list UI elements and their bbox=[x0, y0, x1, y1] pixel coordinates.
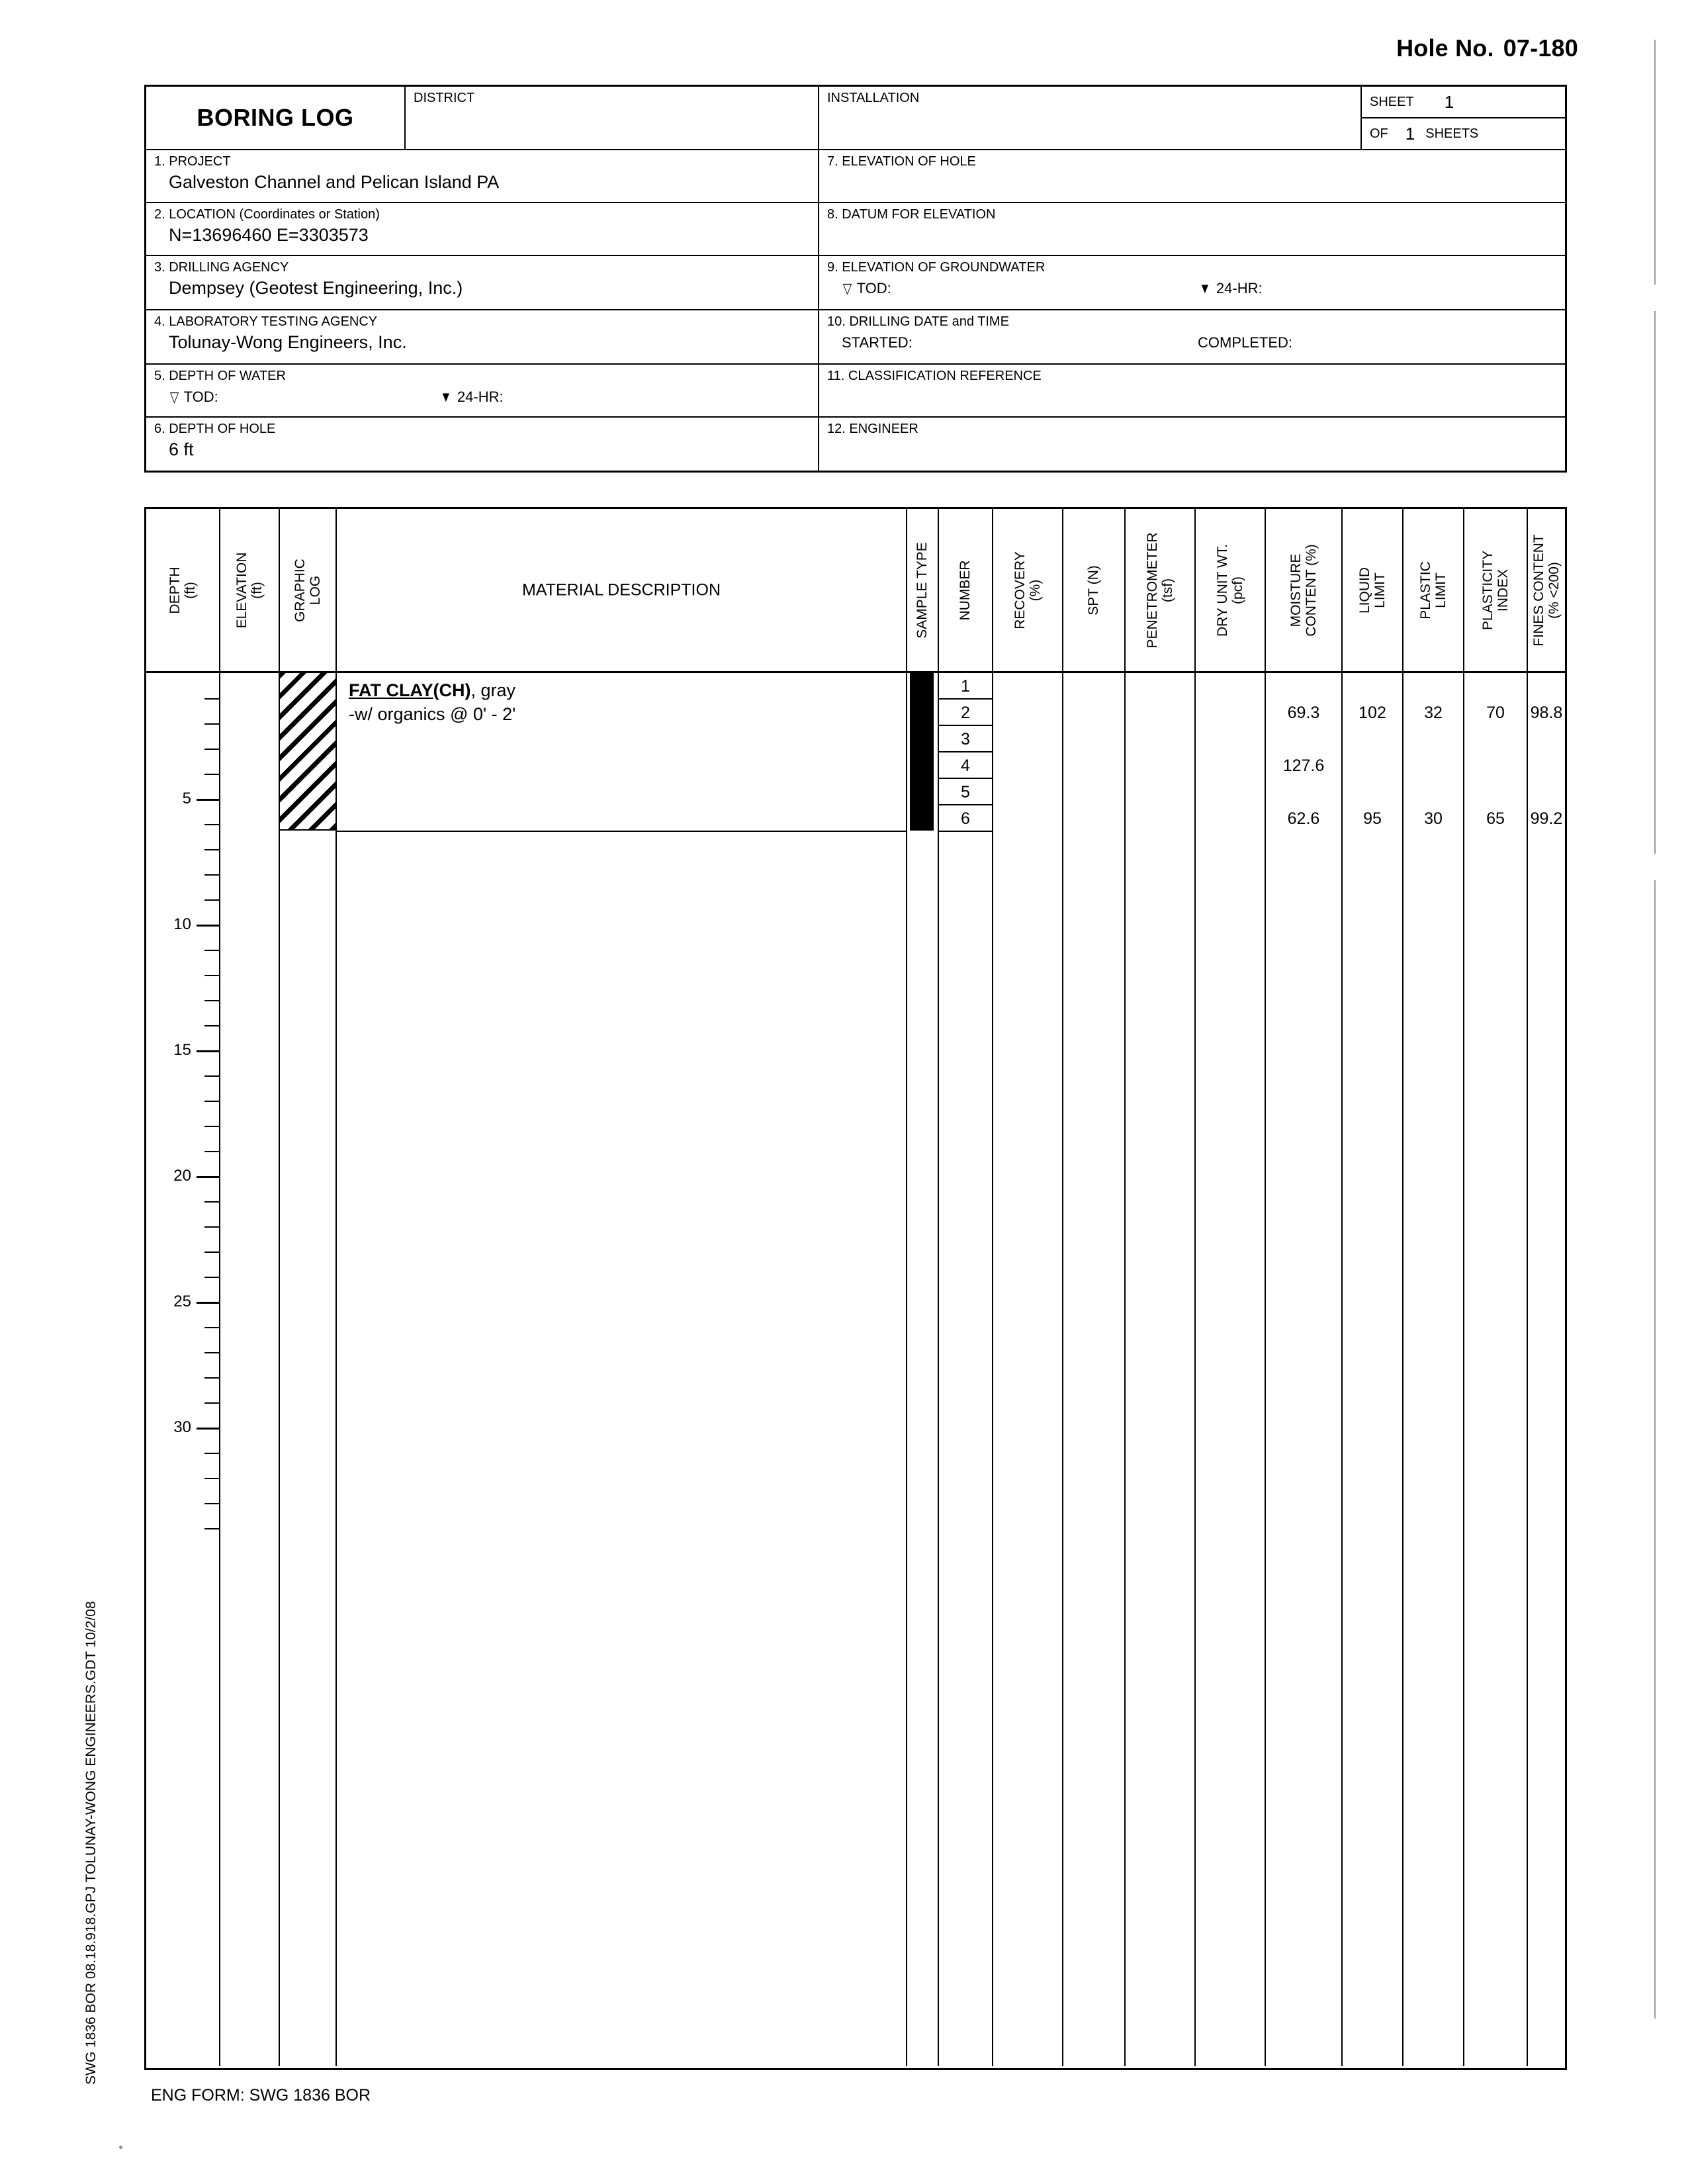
material-primary-name: FAT CLAY bbox=[349, 680, 433, 700]
penetrometer-column bbox=[1126, 673, 1196, 2066]
water-level-triangle-icon: ▽ bbox=[169, 388, 179, 405]
depth-tick-22 bbox=[204, 1226, 219, 1228]
plasticity-index-value: 65 bbox=[1486, 809, 1505, 828]
column-header-plastic-limit bbox=[1404, 509, 1464, 671]
depth-tick-2 bbox=[204, 723, 219, 725]
file-reference-note: SWG 1836 BOR 08.18.918.GPJ TOLUNAY-WONG ENGINEERS.GDT 10/2/08 bbox=[83, 1601, 99, 2085]
hole-number-label: Hole No. bbox=[1396, 34, 1494, 62]
depth-tick-20 bbox=[197, 1176, 219, 1178]
moisture-content-value: 127.6 bbox=[1282, 756, 1325, 775]
depth-tick-3 bbox=[204, 749, 219, 750]
column-header-graphic-log bbox=[280, 509, 337, 671]
fines-content-value bbox=[1519, 752, 1574, 779]
dry-unit-weight-value bbox=[1196, 805, 1265, 832]
drilling-agency-value: Dempsey (Geotest Engineering, Inc.) bbox=[169, 278, 463, 298]
column-header-sample-type bbox=[907, 509, 939, 671]
depth-tick-23 bbox=[204, 1251, 219, 1253]
depth-tick-25 bbox=[197, 1302, 219, 1304]
column-header-depth bbox=[146, 509, 220, 671]
boring-log-header-form bbox=[144, 85, 1567, 473]
engineer-cell bbox=[818, 418, 1565, 471]
groundwater-24hr-label: 24-HR: bbox=[1216, 280, 1263, 296]
depth-label-30: 30 bbox=[173, 1418, 191, 1436]
depth-tick-7 bbox=[204, 849, 219, 850]
material-description-column bbox=[337, 673, 907, 2066]
column-header-dry-unit-wt bbox=[1196, 509, 1266, 671]
elevation-of-hole-label: 7. ELEVATION OF HOLE bbox=[827, 154, 976, 169]
depth-tick-8 bbox=[204, 874, 219, 876]
sample-number-cell: 5 bbox=[939, 779, 992, 805]
depth-tick-29 bbox=[204, 1402, 219, 1404]
water-level-triangle-filled-icon: ▼ bbox=[1199, 280, 1211, 296]
datum-cell bbox=[818, 203, 1565, 255]
sheet-value: 1 bbox=[1444, 91, 1454, 112]
material-primary-symbol: (CH) bbox=[433, 680, 471, 700]
dry-unit-weight-value bbox=[1196, 700, 1265, 726]
depth-of-water-readings bbox=[154, 388, 810, 406]
column-header-elevation-label: ELEVATION (ft) bbox=[234, 552, 265, 628]
fines-content-value: 98.8 bbox=[1530, 704, 1563, 722]
recovery-value bbox=[993, 700, 1062, 726]
spt-value bbox=[1063, 752, 1124, 779]
recovery-value bbox=[993, 805, 1062, 832]
column-header-moisture-label: MOISTURE CONTENT (%) bbox=[1288, 543, 1319, 637]
datum-label: 8. DATUM FOR ELEVATION bbox=[827, 207, 996, 222]
groundwater-tod-label: TOD: bbox=[856, 280, 891, 296]
classification-reference-cell bbox=[818, 365, 1565, 416]
depth-tick-4 bbox=[204, 774, 219, 775]
drilling-agency-cell bbox=[146, 256, 818, 309]
depth-of-hole-cell bbox=[146, 418, 818, 471]
depth-tick-17 bbox=[204, 1101, 219, 1102]
sheet-number-row bbox=[1362, 87, 1565, 118]
fines-content-value: 99.2 bbox=[1530, 809, 1563, 828]
column-header-number bbox=[939, 509, 993, 671]
sample-number-cell: 1 bbox=[939, 673, 992, 700]
water-24hr bbox=[439, 388, 504, 406]
column-header-spt-label: SPT (N) bbox=[1086, 565, 1101, 615]
depth-tick-24 bbox=[204, 1277, 219, 1278]
plasticity-index-column bbox=[1464, 673, 1528, 2066]
depth-tick-32 bbox=[204, 1478, 219, 1479]
log-table-header bbox=[146, 509, 1565, 673]
started-label: STARTED: bbox=[842, 334, 913, 351]
depth-tick-27 bbox=[204, 1352, 219, 1353]
plastic-limit-value: 30 bbox=[1424, 809, 1443, 828]
header-row-location bbox=[146, 203, 1565, 256]
liquid-limit-value: 95 bbox=[1363, 809, 1382, 828]
depth-of-water-cell bbox=[146, 365, 818, 416]
column-header-number-label: NUMBER bbox=[958, 559, 973, 621]
liquid-limit-value bbox=[1343, 752, 1402, 779]
of-label: OF bbox=[1370, 126, 1388, 141]
scan-dot bbox=[119, 2146, 122, 2149]
column-header-material-description bbox=[337, 509, 907, 671]
drilling-date-cell bbox=[818, 310, 1565, 363]
groundwater-elevation-cell bbox=[818, 256, 1565, 309]
spt-value bbox=[1063, 700, 1124, 726]
depth-tick-34 bbox=[204, 1528, 219, 1529]
depth-of-hole-label: 6. DEPTH OF HOLE bbox=[154, 422, 276, 436]
spt-value bbox=[1063, 805, 1124, 832]
column-header-material-description-label: MATERIAL DESCRIPTION bbox=[521, 580, 721, 599]
lab-agency-value: Tolunay-Wong Engineers, Inc. bbox=[169, 332, 407, 352]
column-header-liquid-limit-label: LIQUID LIMIT bbox=[1357, 567, 1388, 614]
material-primary-line bbox=[349, 678, 515, 702]
depth-label-15: 15 bbox=[173, 1041, 191, 1059]
plastic-limit-value: 32 bbox=[1424, 704, 1443, 722]
header-row-drilling-agency bbox=[146, 256, 1565, 310]
installation-cell bbox=[818, 87, 1360, 149]
depth-label-5: 5 bbox=[182, 790, 191, 807]
material-note-line: -w/ organics @ 0' - 2' bbox=[349, 704, 516, 724]
depth-tick-18 bbox=[204, 1126, 219, 1127]
fat-clay-hatch-pattern bbox=[280, 673, 335, 831]
depth-tick-26 bbox=[204, 1327, 219, 1328]
sample-number-cell: 4 bbox=[939, 752, 992, 779]
district-label: DISTRICT bbox=[414, 91, 475, 105]
depth-tick-6 bbox=[204, 824, 219, 825]
depth-tick-33 bbox=[204, 1503, 219, 1504]
depth-tick-15 bbox=[197, 1050, 219, 1052]
column-header-plasticity-index-label: PLASTICITY INDEX bbox=[1480, 550, 1511, 630]
of-value: 1 bbox=[1405, 123, 1415, 144]
depth-tick-31 bbox=[204, 1453, 219, 1454]
depth-tick-1 bbox=[204, 698, 219, 700]
dry-unit-weight-value bbox=[1196, 752, 1265, 779]
penetrometer-value bbox=[1126, 805, 1194, 832]
groundwater-elevation-label: 9. ELEVATION OF GROUNDWATER bbox=[827, 260, 1046, 275]
moisture-content-value: 69.3 bbox=[1287, 704, 1320, 722]
project-cell bbox=[146, 150, 818, 202]
plastic-limit-column bbox=[1404, 673, 1464, 2066]
form-title: BORING LOG bbox=[197, 103, 354, 131]
column-header-moisture bbox=[1266, 509, 1343, 671]
form-title-cell bbox=[146, 87, 404, 149]
column-header-fines-content bbox=[1528, 509, 1565, 671]
header-row-title bbox=[146, 87, 1565, 150]
sample-number-column bbox=[939, 673, 993, 2066]
sample-type-column bbox=[907, 673, 939, 2066]
column-header-penetrometer bbox=[1126, 509, 1196, 671]
completed-label: COMPLETED: bbox=[1198, 334, 1293, 351]
recovery-column bbox=[993, 673, 1063, 2066]
plasticity-index-value bbox=[1464, 752, 1527, 779]
sample-number-cell: 2 bbox=[939, 700, 992, 726]
water-level-triangle-icon: ▽ bbox=[842, 280, 852, 296]
sample-number-cell: 3 bbox=[939, 726, 992, 752]
dry-unit-weight-column bbox=[1196, 673, 1266, 2066]
project-value: Galveston Channel and Pelican Island PA bbox=[169, 172, 500, 192]
water-level-triangle-filled-icon: ▼ bbox=[440, 388, 452, 405]
penetrometer-value bbox=[1126, 700, 1194, 726]
sheet-cell bbox=[1360, 87, 1565, 149]
depth-tick-12 bbox=[204, 975, 219, 976]
column-header-liquid-limit bbox=[1343, 509, 1404, 671]
location-label: 2. LOCATION (Coordinates or Station) bbox=[154, 207, 380, 222]
recovery-value bbox=[993, 752, 1062, 779]
fines-content-column bbox=[1528, 673, 1565, 2066]
column-header-plasticity-index bbox=[1464, 509, 1528, 671]
drilling-agency-label: 3. DRILLING AGENCY bbox=[154, 260, 289, 275]
column-header-penetrometer-label: PENETROMETER (tsf) bbox=[1145, 531, 1175, 649]
header-row-depth-of-hole bbox=[146, 418, 1565, 471]
lab-agency-cell bbox=[146, 310, 818, 363]
engineer-label: 12. ENGINEER bbox=[827, 422, 918, 436]
water-24hr-label: 24-HR: bbox=[457, 388, 504, 405]
depth-tick-28 bbox=[204, 1377, 219, 1379]
depth-label-20: 20 bbox=[173, 1167, 191, 1185]
depth-of-hole-value: 6 ft bbox=[169, 439, 194, 459]
depth-tick-9 bbox=[204, 899, 219, 901]
liquid-limit-column bbox=[1343, 673, 1404, 2066]
strata-boundary-line bbox=[337, 831, 906, 832]
project-label: 1. PROJECT bbox=[154, 154, 231, 169]
sample-number-cell: 6 bbox=[939, 805, 992, 832]
groundwater-readings bbox=[827, 279, 1557, 298]
column-header-spt bbox=[1063, 509, 1126, 671]
column-header-sample-type-label: SAMPLE TYPE bbox=[914, 541, 930, 639]
penetrometer-value bbox=[1126, 752, 1194, 779]
plasticity-index-value: 70 bbox=[1486, 704, 1505, 722]
installation-label: INSTALLATION bbox=[827, 91, 920, 105]
hole-number bbox=[1396, 34, 1578, 62]
depth-tick-10 bbox=[197, 925, 219, 927]
location-cell bbox=[146, 203, 818, 255]
column-header-recovery bbox=[993, 509, 1063, 671]
depth-label-10: 10 bbox=[173, 915, 191, 933]
depth-label-25: 25 bbox=[173, 1293, 191, 1310]
boring-log-table bbox=[144, 507, 1567, 2070]
groundwater-24hr bbox=[1198, 279, 1263, 298]
material-primary-color: , gray bbox=[470, 680, 516, 700]
header-row-lab-agency bbox=[146, 310, 1565, 365]
depth-tick-30 bbox=[197, 1428, 219, 1430]
spt-column bbox=[1063, 673, 1126, 2066]
column-header-plastic-limit-label: PLASTIC LIMIT bbox=[1418, 561, 1449, 619]
drilling-date-values bbox=[827, 334, 1557, 352]
material-description-text bbox=[349, 678, 515, 726]
graphic-log-column bbox=[280, 673, 337, 2066]
column-header-graphic-log-label: GRAPHIC LOG bbox=[292, 558, 323, 622]
column-header-recovery-label: RECOVERY (%) bbox=[1012, 551, 1043, 629]
water-tod-label: TOD: bbox=[183, 388, 218, 405]
sheet-label: SHEET bbox=[1370, 94, 1414, 109]
drilling-date-label: 10. DRILLING DATE and TIME bbox=[827, 314, 1009, 329]
classification-reference-label: 11. CLASSIFICATION REFERENCE bbox=[827, 369, 1042, 383]
header-row-depth-of-water bbox=[146, 365, 1565, 418]
liquid-limit-value: 102 bbox=[1359, 704, 1386, 722]
depth-of-water-label: 5. DEPTH OF WATER bbox=[154, 369, 286, 383]
column-header-elevation bbox=[220, 509, 280, 671]
log-table-body bbox=[146, 673, 1565, 2066]
lab-agency-label: 4. LABORATORY TESTING AGENCY bbox=[154, 314, 378, 329]
scan-edge-mark bbox=[1654, 880, 1656, 2019]
plastic-limit-value bbox=[1404, 752, 1463, 779]
depth-tick-11 bbox=[204, 950, 219, 951]
depth-tick-21 bbox=[204, 1201, 219, 1203]
column-header-dry-unit-wt-label: DRY UNIT WT. (pcf) bbox=[1215, 543, 1245, 637]
eng-form-label: ENG FORM: SWG 1836 BOR bbox=[151, 2086, 371, 2105]
location-value: N=13696460 E=3303573 bbox=[169, 225, 369, 245]
moisture-content-value: 62.6 bbox=[1287, 809, 1320, 828]
scan-edge-mark bbox=[1654, 40, 1656, 285]
depth-tick-5 bbox=[197, 799, 219, 801]
scan-edge-mark bbox=[1654, 311, 1656, 854]
hole-number-value: 07-180 bbox=[1503, 34, 1578, 62]
column-header-fines-content-label: FINES CONTENT (% <200) bbox=[1531, 533, 1562, 647]
depth-tick-16 bbox=[204, 1075, 219, 1077]
depth-tick-14 bbox=[204, 1025, 219, 1026]
moisture-content-column bbox=[1266, 673, 1343, 2066]
depth-tick-13 bbox=[204, 1000, 219, 1001]
header-row-project bbox=[146, 150, 1565, 203]
district-cell bbox=[404, 87, 818, 149]
sheets-label: SHEETS bbox=[1425, 126, 1479, 141]
column-header-depth-label: DEPTH (ft) bbox=[167, 566, 198, 614]
depth-scale-column bbox=[146, 673, 220, 2066]
depth-tick-19 bbox=[204, 1151, 219, 1152]
elevation-column bbox=[220, 673, 280, 2066]
sheet-of-row bbox=[1362, 118, 1565, 149]
elevation-of-hole-cell bbox=[818, 150, 1565, 202]
sample-type-bar bbox=[910, 673, 934, 831]
